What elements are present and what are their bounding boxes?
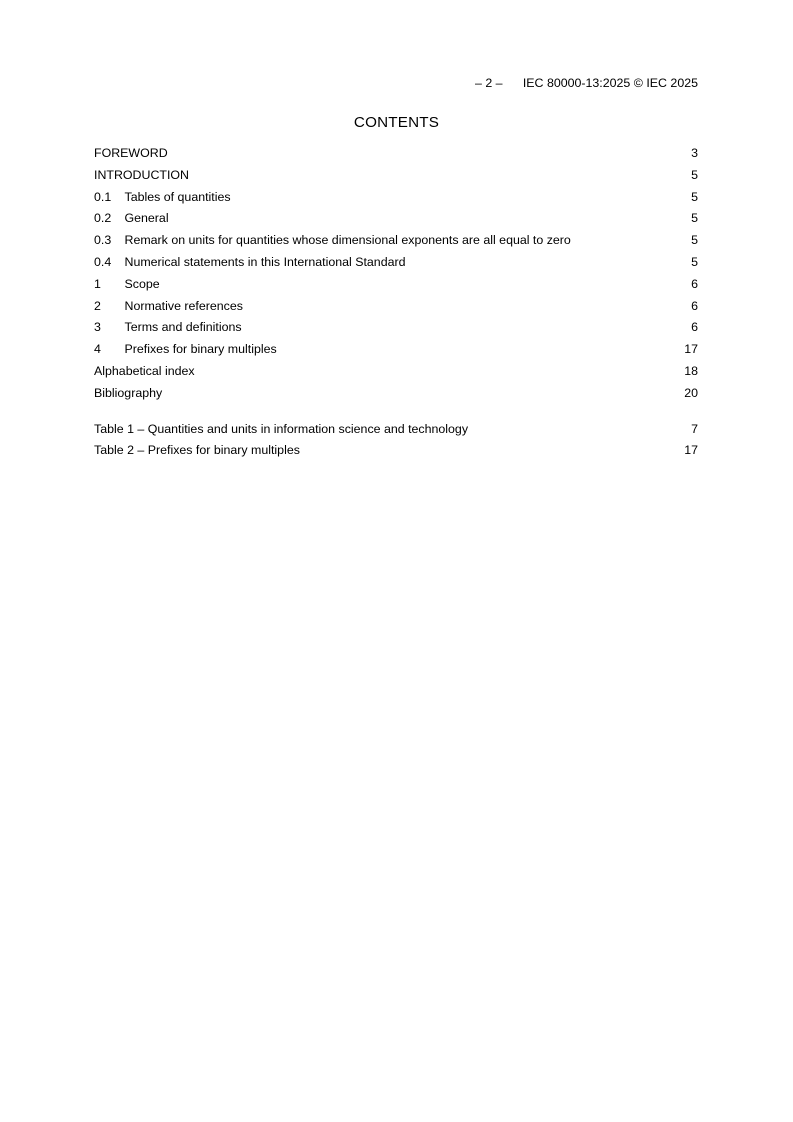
- toc-label: Remark on units for quantities whose dimensional exponents are all equal to zero: [124, 233, 571, 248]
- toc-page-number: 6: [691, 276, 698, 291]
- toc-section-number: 3: [94, 320, 101, 335]
- toc-section-number: 1: [94, 276, 101, 291]
- toc-entry-remark-on-units[interactable]: [94, 233, 698, 255]
- toc-entry-tables-of-quantities[interactable]: [94, 190, 698, 212]
- list-of-tables: [94, 422, 698, 466]
- toc-page-number: 5: [691, 233, 698, 248]
- toc-page-number: 7: [691, 421, 698, 436]
- toc-label: Numerical statements in this International Standard: [124, 254, 406, 269]
- toc-label: FOREWORD: [94, 146, 168, 160]
- contents-title: CONTENTS: [353, 114, 440, 131]
- toc-label: Terms and definitions: [124, 320, 242, 335]
- toc-entry-bibliography[interactable]: [94, 386, 698, 408]
- toc-page-number: 20: [684, 385, 698, 400]
- toc-page-number: 5: [691, 189, 698, 204]
- toc-entry-introduction[interactable]: [94, 168, 698, 190]
- toc-label: Table 1 – Quantities and units in information science and technology: [94, 421, 469, 436]
- toc-page-number: 5: [691, 167, 698, 182]
- table-of-contents: [94, 146, 698, 465]
- toc-label: Scope: [124, 276, 160, 291]
- toc-page-number: 18: [684, 363, 698, 378]
- toc-section-number: 0.3: [94, 233, 112, 248]
- toc-entry-alphabetical-index[interactable]: [94, 364, 698, 386]
- toc-label: Normative references: [124, 298, 243, 313]
- page-number: – 2 –: [475, 76, 503, 90]
- toc-entry-prefixes-for-binary-multiples[interactable]: [94, 342, 698, 364]
- toc-section-number: 4: [94, 342, 101, 357]
- toc-page-number: 6: [691, 320, 698, 335]
- toc-section-number: 2: [94, 298, 101, 313]
- document-reference: IEC 80000-13:2025 © IEC 2025: [522, 76, 698, 90]
- toc-section-number: 0.2: [94, 211, 112, 226]
- toc-entry-table-2[interactable]: [94, 443, 698, 465]
- toc-page-number: 6: [691, 298, 698, 313]
- toc-page-number: 17: [684, 443, 698, 458]
- toc-label: Alphabetical index: [94, 363, 195, 378]
- toc-page-number: 5: [691, 254, 698, 269]
- toc-entry-foreword[interactable]: [94, 146, 698, 168]
- toc-list: [94, 146, 698, 408]
- toc-label: Bibliography: [94, 385, 163, 400]
- toc-label: General: [124, 211, 169, 226]
- toc-entry-normative-references[interactable]: [94, 299, 698, 321]
- toc-entry-numerical-statements[interactable]: [94, 255, 698, 277]
- toc-page-number: 3: [691, 146, 698, 160]
- toc-entry-scope[interactable]: [94, 277, 698, 299]
- toc-entry-table-1[interactable]: [94, 422, 698, 444]
- toc-section-number: 0.4: [94, 254, 112, 269]
- toc-label: Tables of quantities: [124, 189, 231, 204]
- toc-entry-general[interactable]: [94, 211, 698, 233]
- toc-label: Prefixes for binary multiples: [124, 342, 277, 357]
- toc-section-number: 0.1: [94, 189, 112, 204]
- toc-label: INTRODUCTION: [94, 167, 189, 182]
- toc-page-number: 5: [691, 211, 698, 226]
- page-header: [94, 76, 698, 92]
- toc-entry-terms-and-definitions[interactable]: [94, 320, 698, 342]
- toc-label: Table 2 – Prefixes for binary multiples: [94, 443, 300, 458]
- toc-page-number: 17: [684, 342, 698, 357]
